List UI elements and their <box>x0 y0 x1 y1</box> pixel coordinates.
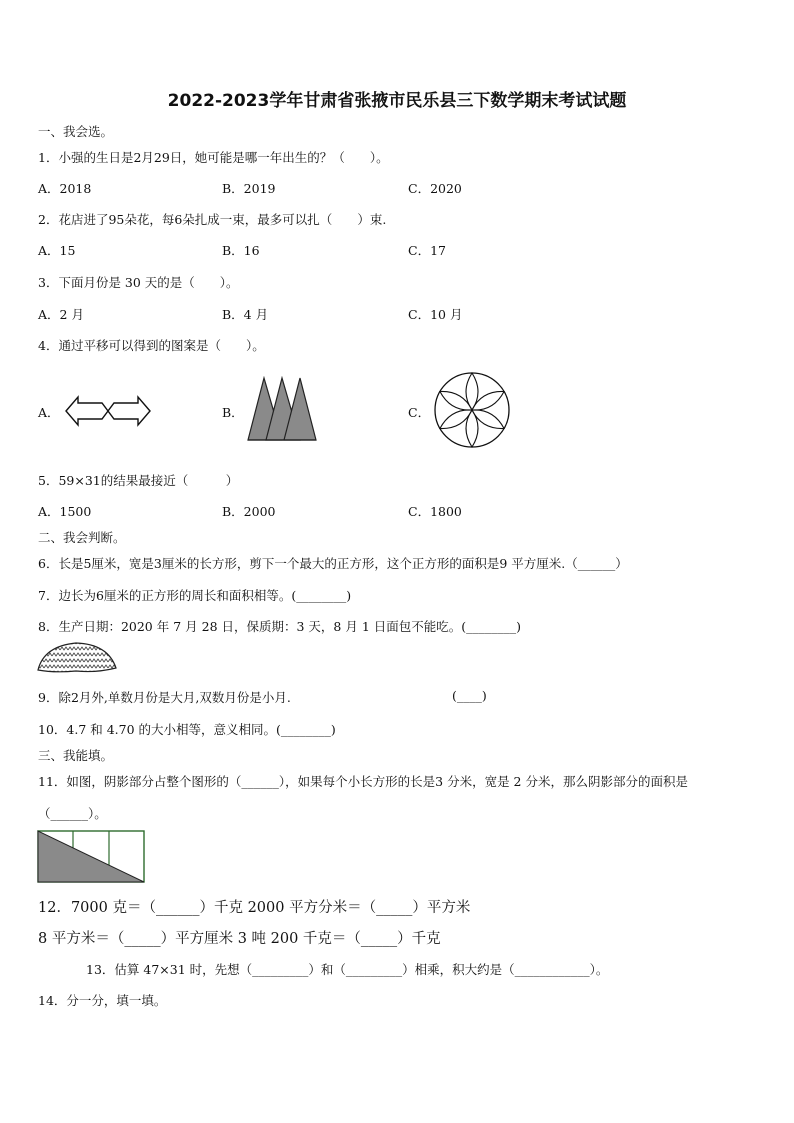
q4-option-c[interactable]: C． <box>408 405 431 420</box>
question-7: 7．边长为6厘米的正方形的周长和面积相等。(________) <box>38 588 352 603</box>
question-13: 13．估算 47×31 时，先想（_________）和（_________）相乘，积大约是（____________）。 <box>86 962 609 977</box>
q3-option-b[interactable]: B．4 月 <box>222 307 269 322</box>
section-heading-choice: 一、我会选。 <box>38 124 114 139</box>
section-heading-fill: 三、我能填。 <box>38 748 114 763</box>
q2-option-b[interactable]: B．16 <box>222 243 260 258</box>
q2-option-c[interactable]: C．17 <box>408 243 446 258</box>
question-14: 14．分一分，填一填。 <box>38 993 167 1008</box>
q1-option-b[interactable]: B．2019 <box>222 181 276 196</box>
question-9: 9．除2月外,单数月份是大月,双数月份是小月. <box>38 690 291 705</box>
question-1: 1．小强的生日是2月29日，她可能是哪一年出生的？（ ）。 <box>38 150 389 165</box>
section-heading-judge: 二、我会判断。 <box>38 530 126 545</box>
q2-option-a[interactable]: A．15 <box>38 243 76 258</box>
question-2: 2．花店进了95朵花，每6朵扎成一束，最多可以扎（ ）束. <box>38 212 387 227</box>
question-12-line-2: 8 平方米＝（_____）平方厘米 3 吨 200 千克＝（_____）千克 <box>38 931 441 947</box>
question-11-continued: （______）。 <box>38 806 107 821</box>
q5-option-a[interactable]: A．1500 <box>38 504 92 519</box>
q3-option-c[interactable]: C．10 月 <box>408 307 463 322</box>
q3-option-a[interactable]: A．2 月 <box>38 307 84 322</box>
q4-option-b[interactable]: B． <box>222 405 244 420</box>
triangles-figure <box>246 376 318 442</box>
question-5: 5．59×31的结果最接近（ ） <box>38 473 239 488</box>
question-4: 4．通过平移可以得到的图案是（ ）。 <box>38 338 265 353</box>
question-11: 11．如图，阴影部分占整个图形的（______），如果每个小长方形的长是3 分米，宽是 2 分米，那么阴影部分的面积是 <box>38 774 688 789</box>
question-12-line-1: 12．7000 克＝（______）千克 2000 平方分米＝（_____）平方米 <box>38 900 471 916</box>
bread-figure <box>36 640 118 676</box>
question-8: 8．生产日期：2020 年 7 月 28 日，保质期：3 天，8 月 1 日面包不能吃。(________) <box>38 619 521 634</box>
question-9-blank[interactable]: (____) <box>452 688 487 703</box>
double-arrow-figure <box>64 393 152 429</box>
q1-option-a[interactable]: A．2018 <box>38 181 92 196</box>
question-3: 3．下面月份是 30 天的是（ ）。 <box>38 275 239 290</box>
question-10: 10．4.7 和 4.70 的大小相等，意义相同。(________) <box>38 722 336 737</box>
flower-circle-figure <box>432 370 512 450</box>
q1-option-c[interactable]: C．2020 <box>408 181 462 196</box>
q4-option-a[interactable]: A． <box>38 405 60 420</box>
q5-option-c[interactable]: C．1800 <box>408 504 462 519</box>
page-title: 2022-2023学年甘肃省张掖市民乐县三下数学期末考试试题 <box>167 91 627 111</box>
shaded-rectangles-figure <box>37 830 147 884</box>
q5-option-b[interactable]: B．2000 <box>222 504 276 519</box>
question-6: 6．长是5厘米，宽是3厘米的长方形，剪下一个最大的正方形，这个正方形的面积是9 平方厘米.（______） <box>38 556 628 571</box>
